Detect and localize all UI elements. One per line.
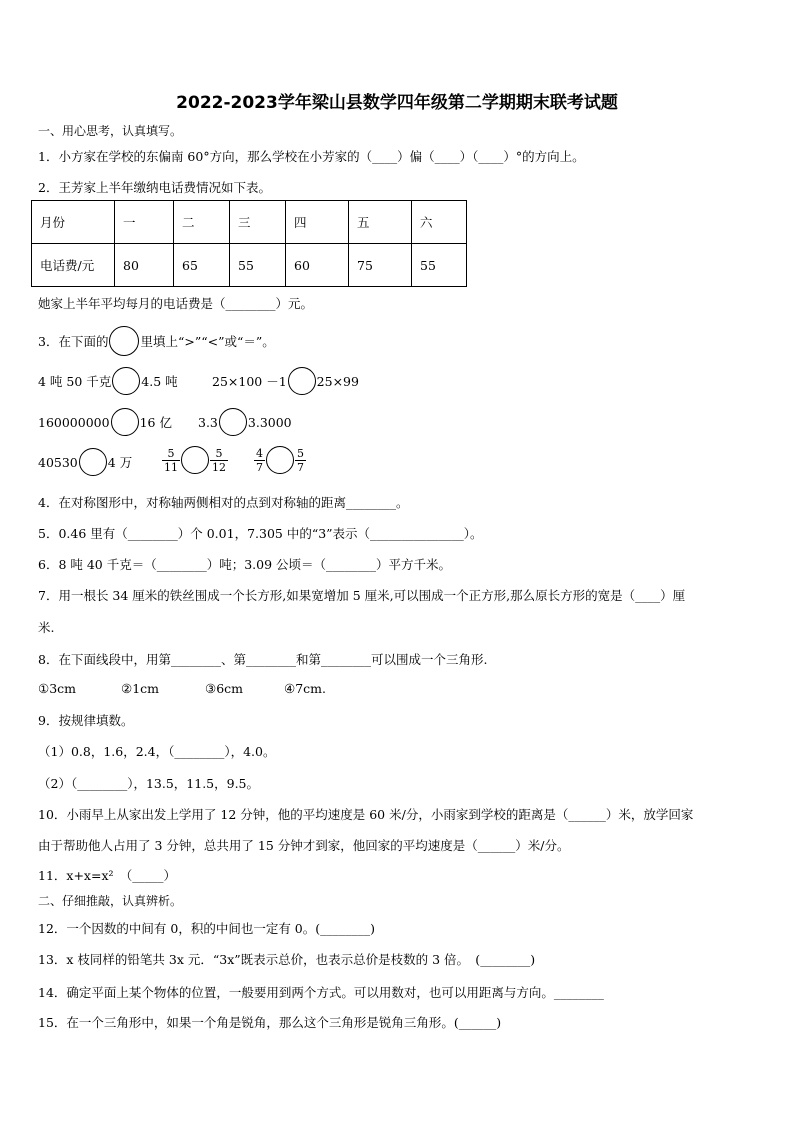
table-cell: 55 <box>412 244 467 287</box>
phone-bill-table <box>31 200 467 287</box>
question-8: 8．在下面线段中，用第________、第________和第________可以围成一个三角形. <box>38 652 488 667</box>
question-3 <box>38 326 275 356</box>
compare-circle[interactable] <box>111 408 139 436</box>
q3-row-3b <box>162 446 228 474</box>
compare-right: 25×99 <box>316 373 359 389</box>
compare-circle[interactable] <box>219 408 247 436</box>
table-cell: 月份 <box>32 201 115 244</box>
compare-right: 3.3000 <box>247 414 292 430</box>
compare-left: 25×100 －1 <box>212 374 287 389</box>
circle-icon <box>109 326 139 356</box>
compare-circle[interactable] <box>112 367 140 395</box>
compare-right: 4.5 吨 <box>141 374 178 389</box>
q3-suffix: 里填上“>”“<”或“＝”。 <box>140 334 275 349</box>
section-heading-1: 一、用心思考，认真填写。 <box>38 124 183 138</box>
table-cell: 四 <box>286 201 349 244</box>
compare-right: 16 亿 <box>139 415 172 430</box>
question-10-line-1: 10．小雨早上从家出发上学用了 12 分钟，他的平均速度是 60 米/分，小雨家到学校的距离是（______）米，放学回家 <box>38 807 694 822</box>
fraction: $\frac{5}{12}$ <box>212 446 226 474</box>
table-cell: 六 <box>412 201 467 244</box>
q3-row-1a <box>38 367 178 395</box>
question-2-tail: 她家上半年平均每月的电话费是（________）元。 <box>38 296 314 311</box>
q3-row-2b <box>198 408 292 436</box>
question-9-2: （2）（________），13.5，11.5，9.5。 <box>38 776 259 791</box>
table-cell: 60 <box>286 244 349 287</box>
question-12: 12．一个因数的中间有 0，积的中间也一定有 0。(________) <box>38 921 376 936</box>
compare-circle[interactable] <box>79 448 107 476</box>
q8-option: ①3cm <box>38 681 77 696</box>
question-2: 2．王芳家上半年缴纳电话费情况如下表。 <box>38 180 271 195</box>
compare-circle[interactable] <box>288 367 316 395</box>
table-cell: 55 <box>230 244 286 287</box>
compare-left: 40530 <box>38 454 78 470</box>
q8-option: ②1cm <box>121 681 160 696</box>
compare-circle[interactable] <box>181 446 209 474</box>
q3-row-3a <box>38 448 132 476</box>
fraction: $\frac{5}{11}$ <box>164 446 178 474</box>
q3-row-2a <box>38 408 172 436</box>
table-cell: 一 <box>115 201 174 244</box>
compare-left: 160000000 <box>38 414 110 430</box>
table-cell: 80 <box>115 244 174 287</box>
table-cell: 75 <box>349 244 412 287</box>
question-7-line-1: 7．用一根长 34 厘米的铁丝围成一个长方形,如果宽增加 5 厘米,可以围成一个正方形,那么原长方形的宽是（____）厘 <box>38 588 686 603</box>
q3-prefix: 3．在下面的 <box>38 334 109 349</box>
question-7-line-2: 米. <box>38 620 55 635</box>
question-15: 15．在一个三角形中，如果一个角是锐角，那么这个三角形是锐角三角形。(______) <box>38 1015 502 1030</box>
q8-option: ④7cm. <box>284 681 326 696</box>
table-cell: 三 <box>230 201 286 244</box>
section-heading-2: 二、仔细推敲，认真辨析。 <box>38 894 183 908</box>
compare-left: 3.3 <box>198 414 218 430</box>
table-row <box>32 244 467 287</box>
question-9-1: （1）0.8，1.6，2.4，（________），4.0。 <box>38 744 276 759</box>
question-6: 6．8 吨 40 千克＝（________）吨；3.09 公顷＝（________）平方千米。 <box>38 557 452 572</box>
compare-circle[interactable] <box>266 446 294 474</box>
q3-row-3c <box>254 446 306 474</box>
compare-right: 4 万 <box>107 455 133 470</box>
question-13: 13．x 枝同样的铅笔共 3x 元．“3x”既表示总价，也表示总价是枝数的 3 倍。 (________) <box>38 952 536 967</box>
page-title: 2022-2023学年梁山县数学四年级第二学期期末联考试题 <box>176 93 618 113</box>
question-9: 9．按规律填数。 <box>38 713 134 728</box>
q8-option: ③6cm <box>205 681 244 696</box>
question-14: 14．确定平面上某个物体的位置，一般要用到两个方式。可以用数对，也可以用距离与方向。________ <box>38 985 604 1000</box>
question-10-line-2: 由于帮助他人占用了 3 分钟，总共用了 15 分钟才到家，他回家的平均速度是（______）米/分。 <box>38 838 570 853</box>
table-cell: 65 <box>174 244 230 287</box>
question-1: 1．小方家在学校的东偏南 60°方向，那么学校在小芳家的（____）偏（____）（____）°的方向上。 <box>38 149 585 164</box>
table-header-row <box>32 201 467 244</box>
compare-left: 4 吨 50 千克 <box>38 374 112 389</box>
table-cell: 五 <box>349 201 412 244</box>
question-11: 11．x+x=x² （_____） <box>38 868 177 883</box>
question-5: 5．0.46 里有（________）个 0.01，7.305 中的“3”表示（_______________）。 <box>38 526 483 541</box>
question-4: 4．在对称图形中，对称轴两侧相对的点到对称轴的距离________。 <box>38 495 409 510</box>
q3-row-1b <box>212 367 359 395</box>
fraction: $\frac{5}{7}$ <box>297 446 304 474</box>
table-cell: 二 <box>174 201 230 244</box>
table-cell: 电话费/元 <box>32 244 115 287</box>
fraction: $\frac{4}{7}$ <box>256 446 263 474</box>
